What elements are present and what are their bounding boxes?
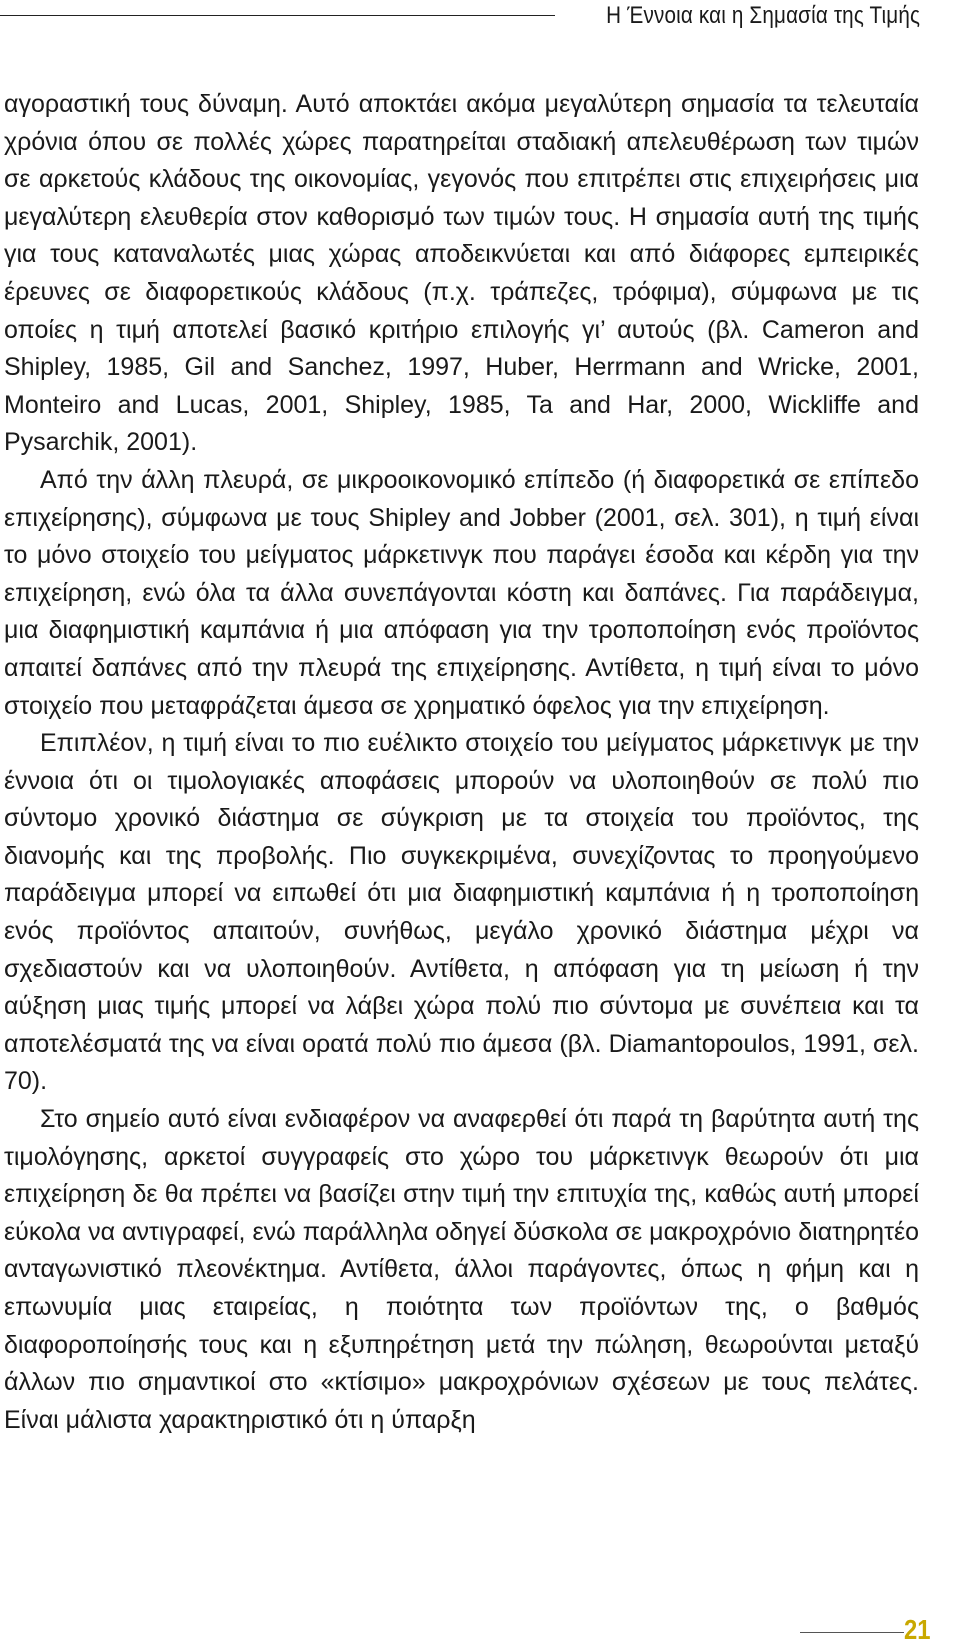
page-number: 21 <box>904 1614 931 1645</box>
paragraph-2: Από την άλλη πλευρά, σε μικροοικονομικό επίπεδο (ή διαφορετικά σε επίπεδο επιχείρησης), σύμφωνα με τους Shipley and Jobber (2001, σελ. 301), η τιμή είναι το μόνο στοιχείο του μείγματος μάρκετινγκ που παράγει έσοδα και κέρδη για την επιχείρηση, ενώ όλα τα άλλα συνεπάγονται κόστη και δαπάνες. Για παράδειγμα, μια διαφημιστική καμπάνια ή μια απόφαση για την τροποποίηση ενός προϊόντος απαιτεί δαπάνες από την πλευρά της επιχείρησης. Αντίθετα, η τιμή είναι το μόνο στοιχείο που μεταφράζεται άμεσα σε χρηματικό όφελος για την επιχείρηση. <box>4 465 919 720</box>
paragraph-4: Στο σημείο αυτό είναι ενδιαφέρον να αναφερθεί ότι παρά τη βαρύτητα αυτή της τιμολόγησης, αρκετοί συγγραφείς στο χώρο του μάρκετινγκ θεωρούν ότι μια επιχείρηση δε θα πρέπει να βασίζει στην τιμή την επιτυχία της, καθώς αυτή μπορεί εύκολα να αντιγραφεί, ενώ παράλληλα οδηγεί δύσκολα σε μακροχρόνιο διατηρητέο ανταγωνιστικό πλεονέκτημα. Αντίθετα, άλλοι παράγοντες, όπως η φήμη και η επωνυμία μιας εταιρείας, η ποιότητα των προϊόντων της, ο βαθμός διαφοροποίησής τους και η εξυπηρέτηση μετά την πώληση, θεωρούνται μεταξύ άλλων πιο σημαντικοί στο «κτίσιμο» μακροχρόνιων σχέσεων με τους πελάτες. Είναι μάλιστα χαρακτηριστικό ότι η ύπαρξη <box>4 1105 919 1434</box>
paragraph-1: αγοραστική τους δύναμη. Αυτό αποκτάει ακόμα μεγαλύτερη σημασία τα τελευταία χρόνια όπου σε πολλές χώρες παρατηρείται σταδιακή απελευθέρωση των τιμών σε αρκετούς κλάδους της οικονομίας, γεγονός που επιτρέπει στις επιχειρήσεις μια μεγαλύτερη ελευθερία στον καθορισμό των τιμών τους. Η σημασία αυτή της τιμής για τους καταναλωτές μιας χώρας αποδεικνύεται και από διάφορες εμπειρικές έρευνες σε διαφορετικούς κλάδους (π.χ. τράπεζες, τρόφιμα), σύμφωνα με τις οποίες η τιμή αποτελεί βασικό κριτήριο επιλογής γι’ αυτούς (βλ. Cameron and Shipley, 1985, Gil and Sanchez, 1997, Huber, Herrmann and Wricke, 2001, Monteiro and Lucas, 2001, Shipley, 1985, Ta and Har, 2000, Wickliffe and Pysarchik, 2001). <box>4 90 919 457</box>
running-header <box>0 0 960 40</box>
body-text <box>4 86 919 1439</box>
footer-rule <box>800 1632 904 1633</box>
page-footer <box>0 1610 960 1651</box>
running-title: Η Έννοια και η Σημασία της Τιμής <box>606 2 920 29</box>
paragraph-3: Επιπλέον, η τιμή είναι το πιο ευέλικτο στοιχείο του μείγματος μάρκετινγκ με την έννοια ότι οι τιμολογιακές αποφάσεις μπορούν να υλοποιηθούν σε πολύ πιο σύντομο χρονικό διάστημα σε σύγκριση με τα στοιχεία του προϊόντος, της διανομής και της προβολής. Πιο συγκεκριμένα, συνεχίζοντας το προηγούμενο παράδειγμα μπορεί να ειπωθεί ότι μια διαφημιστική καμπάνια ή η τροποποίηση ενός προϊόντος απαιτούν, συνήθως, μεγάλο χρονικό διάστημα μέχρι να σχεδιαστούν και να υλοποιηθούν. Αντίθετα, η απόφαση για τη μείωση ή την αύξηση μιας τιμής μπορεί να λάβει χώρα πολύ πιο σύντομα με συνέπεια και τα αποτελέσματά της να είναι ορατά πολύ πιο άμεσα (βλ. Diamantopoulos, 1991, σελ. 70). <box>4 729 919 1096</box>
header-rule <box>0 15 555 16</box>
